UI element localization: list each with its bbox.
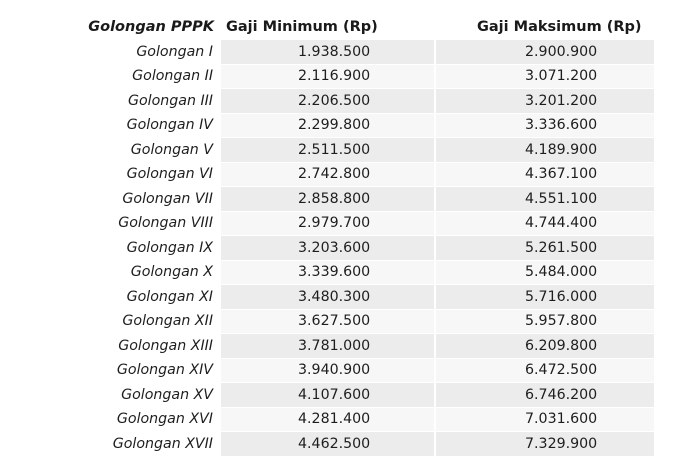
gaji-maksimum-cell: 5.716.000 [435,285,654,310]
golongan-cell: Golongan I [62,40,220,64]
golongan-cell: Golongan XIII [62,334,220,359]
table-row [62,383,654,408]
gaji-minimum-cell: 3.940.900 [220,358,435,383]
table-body [62,40,654,456]
gaji-minimum-cell: 3.781.000 [220,334,435,359]
gaji-maksimum-cell: 2.900.900 [435,40,654,64]
gaji-maksimum-cell: 6.472.500 [435,358,654,383]
header-gaji-minimum: Gaji Minimum (Rp) [220,14,435,40]
golongan-cell: Golongan VIII [62,211,220,236]
gaji-minimum-cell: 2.742.800 [220,162,435,187]
header-gaji-maksimum: Gaji Maksimum (Rp) [435,14,654,40]
gaji-maksimum-cell: 5.261.500 [435,236,654,261]
table-row [62,260,654,285]
gaji-maksimum-cell: 5.957.800 [435,309,654,334]
gaji-minimum-cell: 2.511.500 [220,138,435,163]
table-header [62,14,654,40]
golongan-cell: Golongan IX [62,236,220,261]
table-row [62,138,654,163]
gaji-minimum-cell: 3.339.600 [220,260,435,285]
header-golongan: Golongan PPPK [62,14,220,40]
table-row [62,113,654,138]
gaji-maksimum-cell: 4.367.100 [435,162,654,187]
golongan-cell: Golongan IV [62,113,220,138]
golongan-cell: Golongan III [62,89,220,114]
gaji-maksimum-cell: 3.336.600 [435,113,654,138]
golongan-cell: Golongan XI [62,285,220,310]
gaji-maksimum-cell: 6.209.800 [435,334,654,359]
golongan-cell: Golongan XIV [62,358,220,383]
header-row [62,14,654,40]
golongan-cell: Golongan X [62,260,220,285]
table-row [62,309,654,334]
gaji-minimum-cell: 4.281.400 [220,407,435,432]
gaji-maksimum-cell: 7.329.900 [435,432,654,457]
table-row [62,211,654,236]
table-row [62,40,654,64]
table-row [62,334,654,359]
salary-table-container [62,14,654,457]
gaji-maksimum-cell: 4.189.900 [435,138,654,163]
table-row [62,236,654,261]
gaji-minimum-cell: 4.462.500 [220,432,435,457]
golongan-cell: Golongan V [62,138,220,163]
golongan-cell: Golongan XVI [62,407,220,432]
table-row [62,432,654,457]
gaji-minimum-cell: 2.299.800 [220,113,435,138]
table-row [62,187,654,212]
salary-table [62,14,654,457]
gaji-maksimum-cell: 3.201.200 [435,89,654,114]
gaji-minimum-cell: 2.979.700 [220,211,435,236]
table-row [62,407,654,432]
golongan-cell: Golongan VI [62,162,220,187]
golongan-cell: Golongan XII [62,309,220,334]
golongan-cell: Golongan XVII [62,432,220,457]
golongan-cell: Golongan VII [62,187,220,212]
golongan-cell: Golongan II [62,64,220,89]
table-row [62,358,654,383]
gaji-minimum-cell: 2.858.800 [220,187,435,212]
gaji-minimum-cell: 3.203.600 [220,236,435,261]
gaji-minimum-cell: 1.938.500 [220,40,435,64]
gaji-minimum-cell: 2.116.900 [220,64,435,89]
table-row [62,162,654,187]
gaji-maksimum-cell: 4.551.100 [435,187,654,212]
gaji-maksimum-cell: 3.071.200 [435,64,654,89]
golongan-cell: Golongan XV [62,383,220,408]
table-row [62,89,654,114]
gaji-minimum-cell: 2.206.500 [220,89,435,114]
gaji-maksimum-cell: 7.031.600 [435,407,654,432]
table-row [62,285,654,310]
gaji-maksimum-cell: 5.484.000 [435,260,654,285]
gaji-minimum-cell: 4.107.600 [220,383,435,408]
table-row [62,64,654,89]
gaji-maksimum-cell: 6.746.200 [435,383,654,408]
gaji-minimum-cell: 3.627.500 [220,309,435,334]
gaji-maksimum-cell: 4.744.400 [435,211,654,236]
gaji-minimum-cell: 3.480.300 [220,285,435,310]
